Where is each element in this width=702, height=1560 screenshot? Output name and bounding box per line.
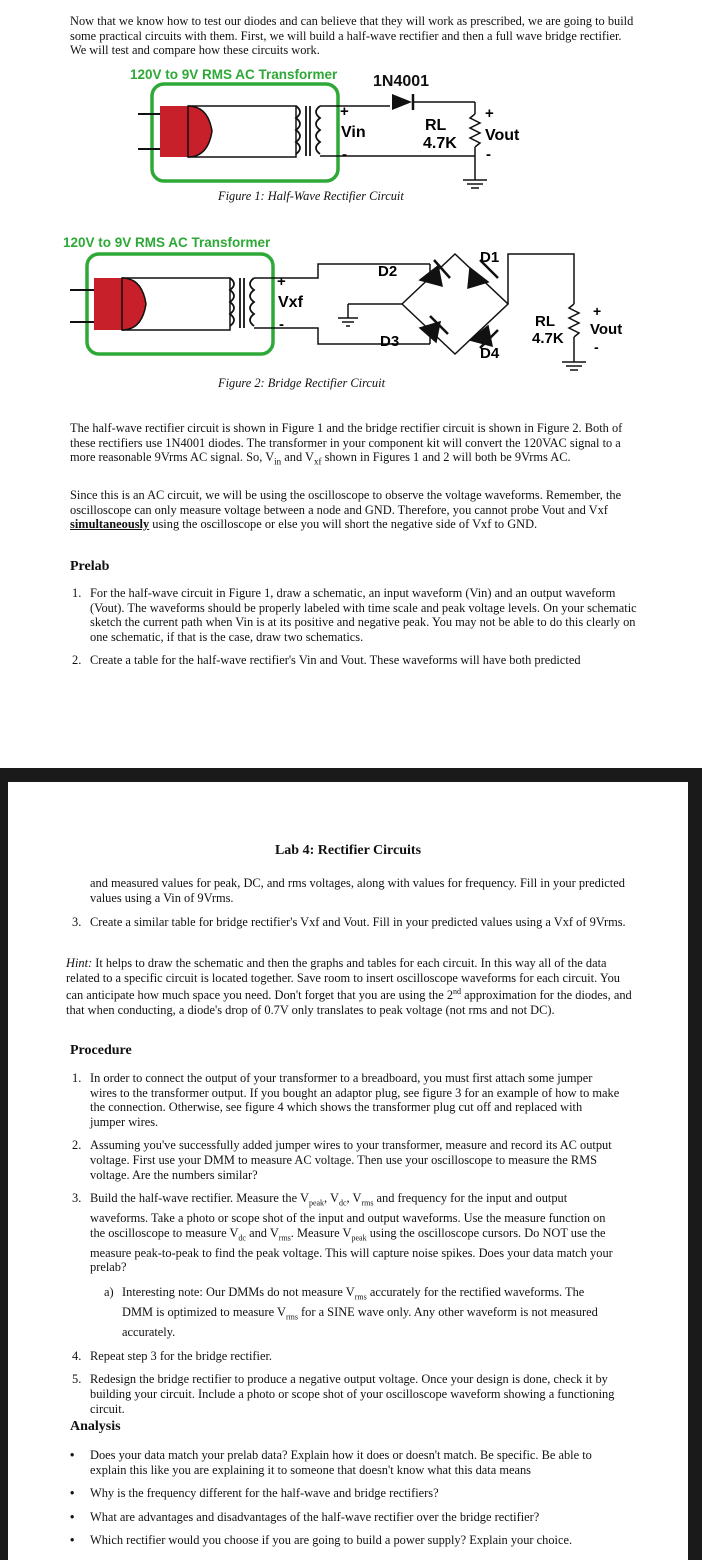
fig2-rl-label: RL: [535, 313, 555, 330]
list-item: 2. Create a table for the half-wave rectifier's Vin and Vout. These waveforms will have both predicted: [72, 653, 581, 668]
list-item: • Why is the frequency different for the half-wave and bridge rectifiers?: [70, 1486, 439, 1501]
page-1: [0, 0, 702, 768]
analysis-list: [70, 1448, 620, 1557]
prelab-continuation: and measured values for peak, DC, and rms voltages, along with values for frequency. Fill in your predicted values using a Vin of 9Vrms.: [90, 876, 625, 905]
list-item: 3. Create a similar table for bridge rectifier's Vxf and Vout. Fill in your predicted values using a Vxf of 9Vrms.: [72, 915, 626, 929]
fig1-rl-value: 4.7K: [423, 135, 457, 152]
fig2-d2-label: D2: [378, 263, 398, 280]
fig1-transformer-coil-icon: [296, 106, 320, 156]
fig2-bridge-diodes-icon: [402, 254, 508, 354]
list-item: • Does your data match your prelab data? Explain how it does or doesn't match. Be specific. Be able to explain this like you are explaining it to someone that doesn't know what this data means: [70, 1448, 592, 1477]
procedure-heading: Procedure: [70, 1043, 132, 1058]
fig2-vout-label: Vout: [590, 321, 623, 338]
figure-2-bridge-rectifier: [60, 232, 640, 372]
fig2-ground-left-icon: [338, 304, 402, 326]
fig1-minus-in: -: [342, 146, 347, 163]
intro-paragraph: Now that we know how to test our diodes and can believe that they will work as prescribed, we are going to build some practical circuits with them. First, we will build a half-wave rectifier and then a full wave bridge rectifier. We will test and compare how these circuits work.: [70, 14, 634, 58]
fig2-ground-right-icon: [562, 362, 586, 370]
list-item: 1. For the half-wave circuit in Figure 1, draw a schematic, an input waveform (Vin) and an output waveform (Vout). The waveforms should be properly labeled with time scale and peak voltage levels. On your schematic sketch the current path when Vin is at its positive and negative peak. You may not be able to do this clearly on one schematic, if that is the case, draw two schematics.: [72, 586, 637, 644]
fig2-d4-label: D4: [480, 345, 500, 362]
paragraph-oscilloscope-warning: Since this is an AC circuit, we will be using the oscilloscope to observe the voltage waveforms. Remember, the oscilloscope can only measure voltage between a node and GND. Therefore, you cannot probe Vout and Vxf simultaneously using the oscilloscope or else you will short the negative side of Vxf to GND.: [70, 488, 622, 532]
fig1-vout-label: Vout: [485, 127, 520, 144]
fig2-d1-label: D1: [480, 249, 500, 266]
fig1-diode-icon: [392, 94, 412, 110]
fig2-transformer-label: 120V to 9V RMS AC Transformer: [63, 235, 271, 250]
fig1-plus-in: +: [340, 103, 349, 120]
paragraph-rectifier-overview: The half-wave rectifier circuit is shown in Figure 1 and the bridge rectifier circuit is shown in Figure 2. Both of these rectifiers use 1N4001 diodes. The transformer in your component kit will convert the 120VAC signal to a more reasonable 9Vrms AC signal. So, $V_{in}$ and $V_{xf}$ shown in Figures 1 and 2 will both be 9Vrms AC.: [70, 421, 623, 467]
list-item: 4. Repeat step 3 for the bridge rectifier.: [72, 1348, 272, 1363]
page-title: Lab 4: Rectifier Circuits: [274, 843, 422, 858]
list-item: 5. Redesign the bridge rectifier to produce a negative output voltage. Once your design is done, check it by building your circuit. Include a photo or scope shot of your oscilloscope waveform showing a functioning circuit.: [72, 1372, 615, 1416]
list-item: 3. Build the half-wave rectifier. Measure the $V_{peak}$, $V_{dc}$, $V_{rms}$ and frequency for the input and output waveforms. Take a photo or scope shot of the input and output waveforms. Use the measure function on the oscilloscope to measure $V_{dc}$ and $V_{rms}$. Measure $V_{peak}$ using the oscilloscope cursors. Do NOT use the measure peak-to-peak to find the peak voltage. This will capture noise spikes. Does your data match your prelab? a) Interesting note: Our DMMs do not measure $V_{rms}$ accurately for the rectified waveforms. The DMM is optimized to measure $V_{rms}$ for a SINE wave only. Any other waveform is not measured accurately.: [90, 1191, 620, 1340]
fig2-resistor-icon: [569, 304, 579, 337]
list-item: 1. In order to connect the output of your transformer to a breadboard, you must first attach some jumper wires to the transformer output. If you bought an adaptor plug, see figure 3 for an example of how to make the connection. Otherwise, see figure 4 which shows the transformer plug cut off and replaced with jumper wires.: [72, 1071, 620, 1129]
hint-paragraph: Hint: It helps to draw the schematic and then the graphs and tables for each circuit. In this way all of the data related to a specific circuit is located together. Save room to insert oscilloscope waveforms for each circuit. You can anticipate how much space you need. Don't forget that you are using the 2nd approximation for the diodes, and that when conducting, a diode's drop of 0.7V only translates to peak voltage (not rms and not DC).: [66, 956, 632, 1017]
prelab-list: [72, 586, 640, 677]
figure-2-caption: Figure 2: Bridge Rectifier Circuit: [218, 376, 386, 390]
list-item: • Which rectifier would you choose if you are going to build a power supply? Explain your choice.: [70, 1533, 573, 1548]
figure-1-caption: Figure 1: Half-Wave Rectifier Circuit: [218, 189, 404, 203]
fig1-minus-out: -: [486, 146, 491, 163]
procedure-list: [72, 1071, 620, 1425]
fig1-ground-icon: [463, 180, 487, 188]
fig1-plus-out: +: [485, 105, 494, 122]
fig2-transformer-coil-icon: [230, 278, 254, 328]
fig1-diode-label: 1N4001: [373, 73, 430, 90]
prelab-list-continued: [72, 915, 630, 939]
list-item: • What are advantages and disadvantages of the half-wave rectifier over the bridge rectifier?: [70, 1509, 540, 1524]
fig2-plus-out: +: [593, 303, 602, 319]
prelab-heading: Prelab: [70, 559, 110, 574]
fig2-d3-label: D3: [380, 333, 400, 350]
figure-1-half-wave-rectifier: [130, 64, 550, 194]
list-item: 2. Assuming you've successfully added jumper wires to your transformer, measure and record its AC output voltage. First use your DMM to measure AC voltage. Then use your oscilloscope to measure the RMS voltage. Are the numbers similar?: [72, 1138, 612, 1182]
fig1-rl-label: RL: [425, 117, 447, 134]
fig1-transformer-label: 120V to 9V RMS AC Transformer: [130, 67, 338, 82]
fig1-vin-label: Vin: [341, 124, 366, 141]
page-break: [0, 768, 702, 782]
fig2-minus-out: -: [594, 339, 599, 355]
fig2-minus-in: -: [279, 316, 284, 333]
list-item-sub: a) Interesting note: Our DMMs do not measure $V_{rms}$ accurately for the rectified waveforms. The DMM is optimized to measure $V_{rms}$ for a SINE wave only. Any other waveform is not measured accurately.: [104, 1285, 598, 1340]
fig2-rl-value: 4.7K: [532, 330, 564, 347]
fig2-plus-in: +: [277, 273, 286, 290]
analysis-heading: Analysis: [70, 1419, 121, 1434]
page-2: [8, 782, 688, 1560]
fig2-vxf-label: Vxf: [278, 294, 303, 311]
fig1-resistor-icon: [470, 114, 480, 147]
